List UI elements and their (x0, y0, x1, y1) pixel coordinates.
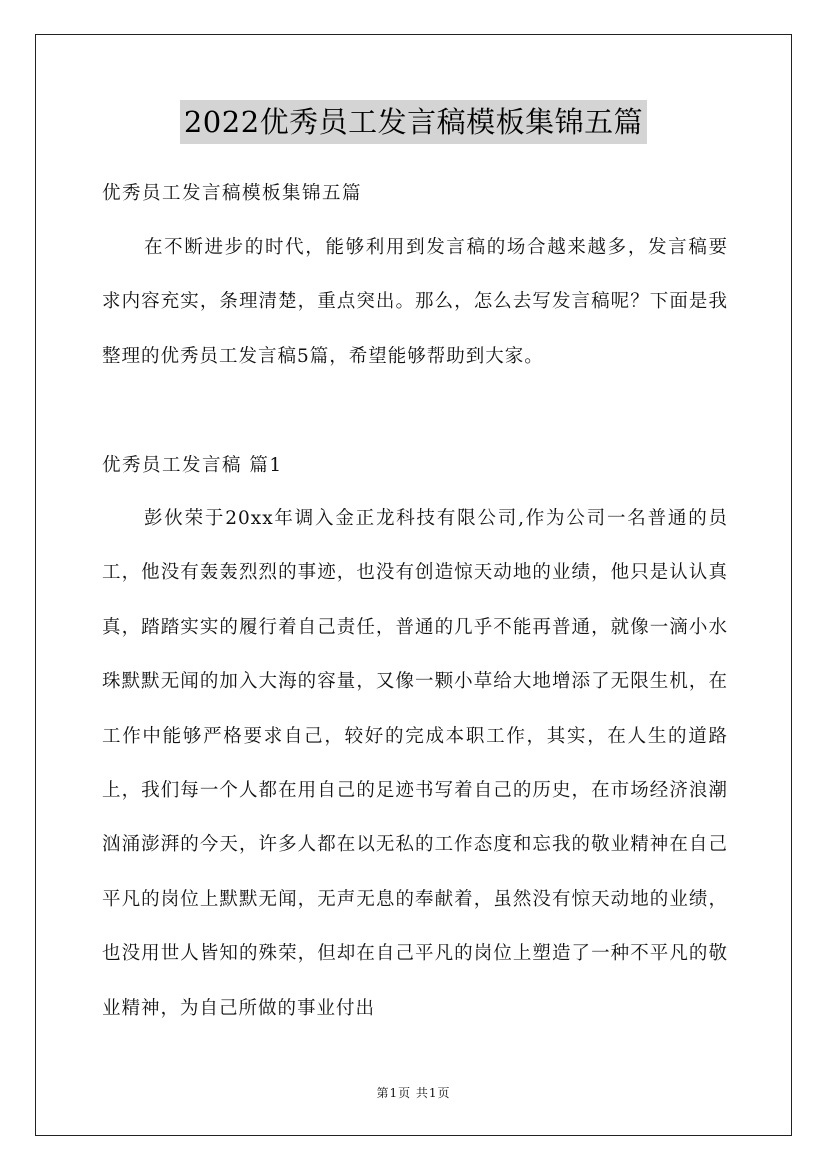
document-title: 2022优秀员工发言稿模板集锦五篇 (180, 100, 647, 144)
page-footer: 第1页 共1页 (376, 1086, 451, 1100)
title-container (0, 100, 827, 144)
intro-paragraph: 在不断进步的时代，能够利用到发言稿的场合越来越多，发言稿要求内容充实，条理清楚，重点突出。那么，怎么去写发言稿呢？下面是我整理的优秀员工发言稿5篇，希望能够帮助到大家。 (102, 237, 728, 367)
section-body-paragraph: 彭伙荣于20xx年调入金正龙科技有限公司,作为公司一名普通的员工，他没有轰轰烈烈的事迹，也没有创造惊天动地的业绩，他只是认认真真，踏踏实实的履行着自己责任，普通的几乎不能再普通，就像一滴小水珠默默无闻的加入大海的容量，又像一颗小草给大地增添了无限生机，在工作中能够严格要求自己，较好的完成本职工作，其实，在人生的道路上，我们每一个人都在用自己的足迹书写着自己的历史，在市场经济浪潮汹涌澎湃的今天，许多人都在以无私的工作态度和忘我的敬业精神在自己平凡的岗位上默默无闻，无声无息的奉献着，虽然没有惊天动地的业绩，也没用世人皆知的殊荣，但却在自己平凡的岗位上塑造了一种不平凡的敬业精神，为自己所做的事业付出 (102, 508, 728, 1019)
document-subtitle: 优秀员工发言稿模板集锦五篇 (102, 183, 363, 204)
section-heading: 优秀员工发言稿 篇1 (102, 455, 283, 476)
